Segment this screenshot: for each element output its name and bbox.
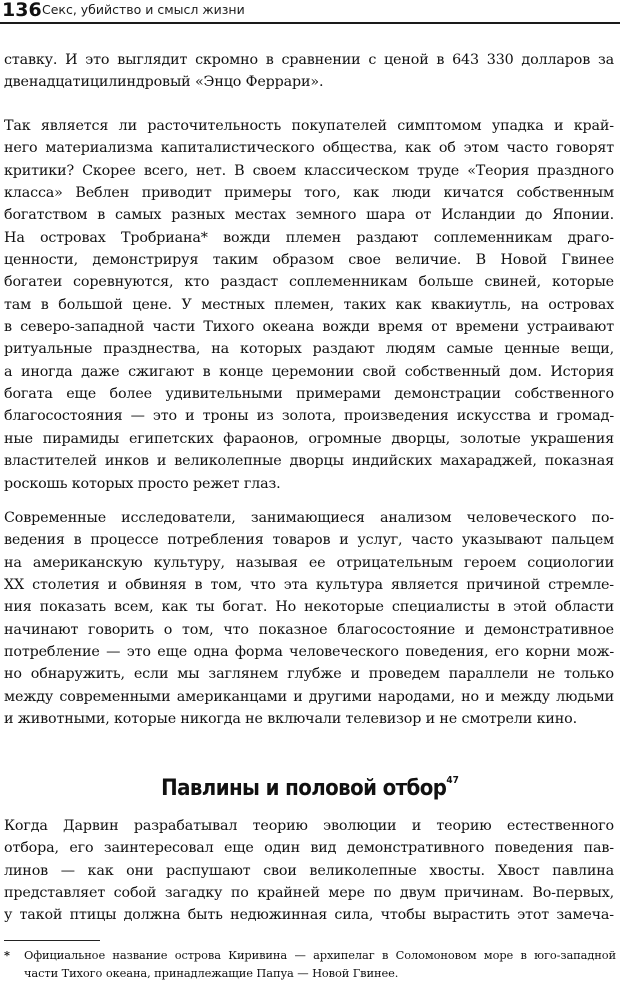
text-line: ные пирамиды египетских фараонов, огромные дворцы, золотые украшения: [4, 430, 614, 447]
paragraph-4: [4, 815, 614, 927]
paragraph-1: [4, 49, 614, 94]
text-line: ценности, демонстрируя таким образом свое величие. В Новой Гвинее: [4, 252, 614, 269]
text-line: богатством в самых разных местах земного шара от Исландии до Японии.: [4, 207, 614, 224]
text-line: класса» Веблен приводит примеры того, как люди кичатся собственным: [4, 185, 614, 202]
text-line: линов — как они распушают свои великолепные хвосты. Хвост павлина: [4, 862, 614, 879]
text-line: отбора, его заинтересовал еще один вид демонстративного поведения пав-: [4, 840, 614, 857]
text-line: а иногда даже сжигают в конце церемонии свой собственный дом. История: [4, 363, 614, 380]
footnote: [4, 946, 616, 982]
endnote-ref: 47: [446, 775, 459, 786]
text-line: критики? Скорее всего, нет. В своем классическом труде «Теория праздного: [4, 162, 614, 179]
text-line: начинают говорить о том, что показное благосостояние и демонстративное: [4, 621, 614, 638]
text-line: него материализма капиталистического общества, как об этом часто говорят: [4, 140, 614, 157]
text-line: ставку. И это выглядит скромно в сравнении с ценой в 643 330 долларов за: [4, 52, 614, 68]
text-line: в северо-западной части Тихого океана вожди время от времени устраивают: [4, 319, 614, 336]
text-line: между современными американцами и другими народами, но и между людьми: [4, 688, 614, 705]
text-line: На островах Тробриана* вожди племен раздают соплеменникам драго-: [4, 229, 614, 246]
footnote-marker: *: [4, 948, 10, 962]
section-heading: [0, 766, 620, 804]
text-line: двенадцатицилиндровый «Энцо Феррари».: [4, 74, 324, 91]
text-line: Когда Дарвин разрабатывал теорию эволюции и теорию естественного: [4, 818, 614, 834]
text-line: властителей инков и великолепные дворцы индийских махараджей, показная: [4, 453, 614, 470]
paragraph-2: [4, 115, 614, 495]
section-title-text: Павлины и половой отбор: [161, 776, 447, 801]
text-line: богатеи соревнуются, кто раздаст соплеменникам больше свиней, которые: [4, 274, 614, 291]
text-line: Современные исследователи, занимающиеся анализом человеческого по-: [4, 510, 614, 526]
text-line: Так является ли расточительность покупателей симптомом упадка и край-: [4, 118, 614, 134]
text-line: но обнаружить, если мы заглянем глубже и проведем параллели не только: [4, 666, 614, 683]
running-title: Секс, убийство и смысл жизни: [42, 2, 245, 17]
text-line: там в большой цене. У местных племен, таких как квакиутль, на островах: [4, 296, 614, 313]
text-line: потребление — это еще одна форма человеческого поведения, его корни мож-: [4, 644, 614, 661]
text-line: богата еще более удивительными примерами демонстрации собственного: [4, 386, 614, 403]
text-line: на американскую культуру, называя ее отрицательным героем социологии: [4, 554, 614, 571]
footnote-line: Официальное название острова Киривина — архипелаг в Соломоновом море в юго-западной: [24, 948, 616, 962]
text-line: представляет собой загадку по крайней мере по двум причинам. Во-первых,: [4, 885, 614, 902]
footnote-line: части Тихого океана, принадлежащие Папуа — Новой Гвинее.: [24, 966, 399, 980]
text-line: и животными, которые никогда не включали телевизор и не смотрели кино.: [4, 711, 577, 728]
text-line: роскошь которых просто режет глаз.: [4, 475, 281, 492]
text-line: у такой птицы должна быть недюжинная сила, чтобы вырастить этот замеча-: [4, 907, 614, 924]
text-line: ния показать всем, как ты богат. Но некоторые специалисты в этой области: [4, 599, 614, 616]
paragraph-3: [4, 507, 614, 730]
text-line: благосостояния — это и троны из золота, произведения искусства и громад-: [4, 408, 614, 425]
text-line: ритуальные празднества, на которых раздают людям самые ценные вещи,: [4, 341, 614, 358]
footnote-text: [24, 946, 616, 982]
page-header: [0, 0, 620, 24]
page-number: 136: [2, 0, 42, 21]
footnote-divider: [4, 940, 100, 941]
text-line: ведения в процессе потребления товаров и услуг, часто указывают пальцем: [4, 532, 614, 549]
text-line: XX столетия и обвиняя в том, что эта культура является причиной стремле-: [4, 577, 614, 594]
